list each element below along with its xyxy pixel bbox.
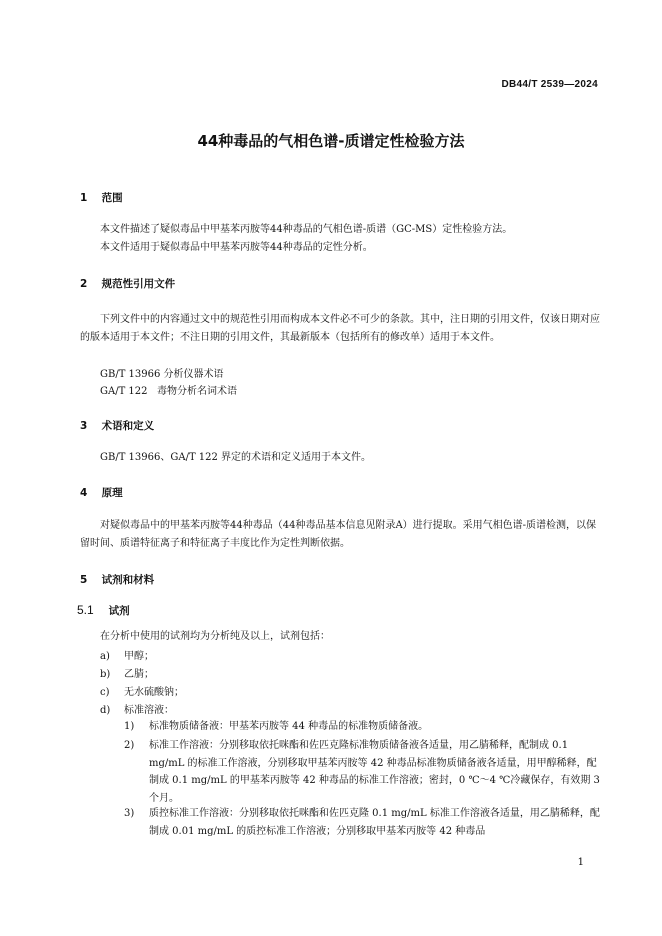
section-title: 试剂和材料 <box>101 574 155 586</box>
section-title: 试剂 <box>108 605 130 617</box>
section-heading-3 <box>80 418 154 433</box>
paragraph: 在分析中使用的试剂均为分析纯及以上，试剂包括： <box>100 631 330 642</box>
list-marker: d) <box>100 705 111 716</box>
section-number: 3 <box>80 420 88 432</box>
subsection-heading-5-1 <box>77 603 130 618</box>
list-marker: 2) <box>124 740 135 751</box>
section-heading-5 <box>80 572 154 587</box>
list-text: 标准工作溶液：分别移取依托咪酯和佐匹克隆标准物质储备液各适量，用乙腈稀释，配制成 0.1 mg/mL 的标准工作溶液，分别移取甲基苯丙胺等 42 种毒品标准物质储备液各适量，用甲醇稀释，配制成 0.1 mg/mL 的甲基苯丙胺等 42 种毒品的标准工作溶液；密封，0 ℃～4 ℃冷藏保存，有效期 3 个月。 <box>149 740 600 804</box>
list-marker: b) <box>100 669 111 680</box>
reference-item: GA/T 122 毒物分析名词术语 <box>100 386 238 397</box>
section-heading-1 <box>80 190 123 205</box>
page-number: 1 <box>577 857 584 868</box>
list-item <box>100 665 154 680</box>
paragraph: 下列文件中的内容通过文中的规范性引用而构成本文件必不可少的条款。其中，注日期的引用文件，仅该日期对应的版本适用于本文件；不注日期的引用文件，其最新版本（包括所有的修改单）适用于本文件。 <box>80 314 600 343</box>
list-text: 质控标准工作溶液：分别移取依托咪酯和佐匹克隆 0.1 mg/mL 标准工作溶液各适量，用乙腈稀释，配制成 0.01 mg/mL 的质控标准工作溶液；分别移取甲基苯丙胺等 42 种毒品 <box>149 808 600 837</box>
list-item <box>100 647 154 662</box>
list-text: 无水硫酸钠； <box>124 687 184 698</box>
list-marker: 1) <box>124 721 135 732</box>
list-text: 乙腈； <box>124 669 154 680</box>
section-number: 5 <box>80 574 88 586</box>
list-marker: 3) <box>124 808 135 819</box>
standard-code: DB44/T 2539—2024 <box>501 79 598 90</box>
section-number: 4 <box>80 487 88 499</box>
list-marker: a) <box>100 651 110 662</box>
list-text: 甲醇； <box>124 651 154 662</box>
section-heading-4 <box>80 485 123 500</box>
paragraph: 本文件描述了疑似毒品中甲基苯丙胺等44种毒品的气相色谱-质谱（GC-MS）定性检验方法。 <box>100 224 513 235</box>
section-heading-2 <box>80 276 175 291</box>
paragraph: GB/T 13966、GA/T 122 界定的术语和定义适用于本文件。 <box>100 452 372 463</box>
document-title: 44种毒品的气相色谱-质谱定性检验方法 <box>197 132 465 150</box>
reference-item: GB/T 13966 分析仪器术语 <box>100 369 224 380</box>
section-number: 2 <box>80 278 88 290</box>
section-title: 范围 <box>101 192 123 204</box>
list-text: 标准物质储备液：甲基苯丙胺等 44 种毒品的标准物质储备液。 <box>149 721 429 732</box>
list-marker: c) <box>100 687 110 698</box>
section-title: 原理 <box>101 487 123 499</box>
paragraph: 本文件适用于疑似毒品中甲基苯丙胺等44种毒品的定性分析。 <box>100 242 373 253</box>
paragraph: 对疑似毒品中的甲基苯丙胺等44种毒品（44种毒品基本信息见附录A）进行提取。采用气相色谱-质谱检测，以保留时间、质谱特征离子和特征离子丰度比作为定性判断依据。 <box>80 520 597 549</box>
list-item <box>100 683 184 698</box>
section-number: 5.1 <box>77 603 94 617</box>
list-text: 标准溶液： <box>124 705 174 716</box>
list-item <box>100 701 174 716</box>
section-title: 术语和定义 <box>101 420 155 432</box>
section-number: 1 <box>80 192 88 204</box>
section-title: 规范性引用文件 <box>101 278 176 290</box>
